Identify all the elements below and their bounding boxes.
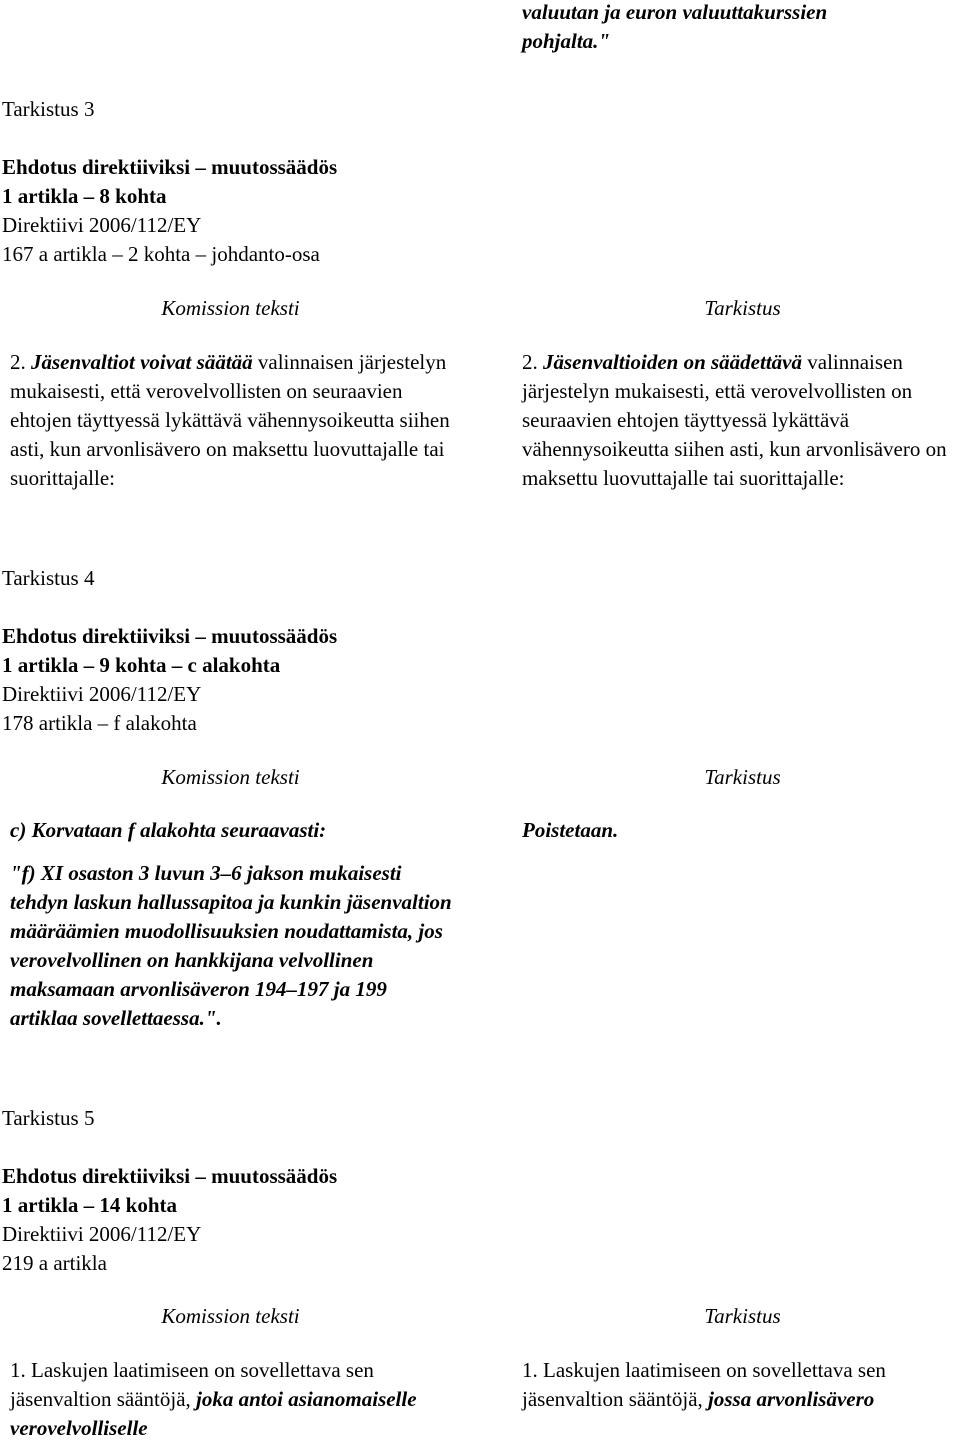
article-reference: 1 artikla – 14 kohta <box>2 1193 178 1217</box>
amendment-text <box>522 1356 958 1414</box>
carryover-line: pohjalta." <box>522 29 611 53</box>
commission-text <box>10 348 455 493</box>
amendment-title: Tarkistus 5 <box>2 1106 95 1130</box>
column-header-amendment: Tarkistus <box>704 296 781 320</box>
amendment-text: Poistetaan. <box>522 818 619 842</box>
carryover-line: valuutan ja euron valuuttakurssien <box>522 0 828 24</box>
body-text: 1. Laskujen laatimiseen on sovellettava sen jäsenvaltion sääntöjä, <box>522 1358 886 1411</box>
changed-text: joka antoi asianomaiselle verovelvolliselle <box>10 1387 417 1440</box>
proposal-label: Ehdotus direktiiviksi – muutossäädös <box>2 624 338 648</box>
body-text: valinnaisen järjestelyn mukaisesti, että verovelvollisten on seuraavien ehtojen täyttyessä lykättävä vähennysoikeutta siihen asti, kun arvonlisävero on maksettu luovuttajalle tai suorittajalle: <box>10 350 450 490</box>
amendment-title: Tarkistus 4 <box>2 566 95 590</box>
column-header-commission: Komission teksti <box>161 765 300 789</box>
directive-reference: Direktiivi 2006/112/EY <box>2 213 202 237</box>
instruction-paragraph: c) Korvataan f alakohta seuraavasti: <box>10 818 327 842</box>
body-text: 1. Laskujen laatimiseen on sovellettava sen jäsenvaltion sääntöjä, <box>10 1358 374 1411</box>
column-header-commission: Komission teksti <box>161 1304 300 1328</box>
paragraph-number: 2. <box>522 350 543 374</box>
article-reference: 1 artikla – 8 kohta <box>2 184 167 208</box>
changed-text: Jäsenvaltiot voivat säätää <box>31 350 253 374</box>
directive-reference: Direktiivi 2006/112/EY <box>2 1222 202 1246</box>
amendment-title: Tarkistus 3 <box>2 97 95 121</box>
target-provision: 178 artikla – f alakohta <box>2 711 197 735</box>
changed-text: jossa arvonlisävero <box>708 1387 875 1411</box>
amendment-4-header <box>2 564 602 738</box>
deleted-provision: "f) XI osaston 3 luvun 3–6 jakson mukaisesti tehdyn laskun hallussapitoa ja kunkin jäsenvaltion määräämien muodollisuuksien noudattamista, jos verovelvollinen on hankkijana velvollinen maksamaan arvonlisäveron 194–197 ja 199 artiklaa sovellettaessa.". <box>10 861 452 1030</box>
column-header-amendment: Tarkistus <box>704 1304 781 1328</box>
target-provision: 219 a artikla <box>2 1251 107 1275</box>
directive-reference: Direktiivi 2006/112/EY <box>2 682 202 706</box>
changed-text: Jäsenvaltioiden on säädettävä <box>543 350 802 374</box>
carryover-text <box>522 0 958 56</box>
commission-text <box>10 816 455 1033</box>
amendment-3-header <box>2 95 602 269</box>
column-header-commission: Komission teksti <box>161 296 300 320</box>
commission-text <box>10 1356 455 1443</box>
amendment-text <box>522 348 958 493</box>
proposal-label: Ehdotus direktiiviksi – muutossäädös <box>2 155 338 179</box>
amendment-5-header <box>2 1104 602 1278</box>
article-reference: 1 artikla – 9 kohta – c alakohta <box>2 653 281 677</box>
column-header-amendment: Tarkistus <box>704 765 781 789</box>
target-provision: 167 a artikla – 2 kohta – johdanto-osa <box>2 242 320 266</box>
paragraph-number: 2. <box>10 350 31 374</box>
proposal-label: Ehdotus direktiiviksi – muutossäädös <box>2 1164 338 1188</box>
body-text: valinnaisen järjestelyn mukaisesti, että verovelvollisten on seuraavien ehtojen täyttyessä lykättävä vähennysoikeutta siihen asti, kun arvonlisävero on maksettu luovuttajalle tai suorittajalle: <box>522 350 947 490</box>
